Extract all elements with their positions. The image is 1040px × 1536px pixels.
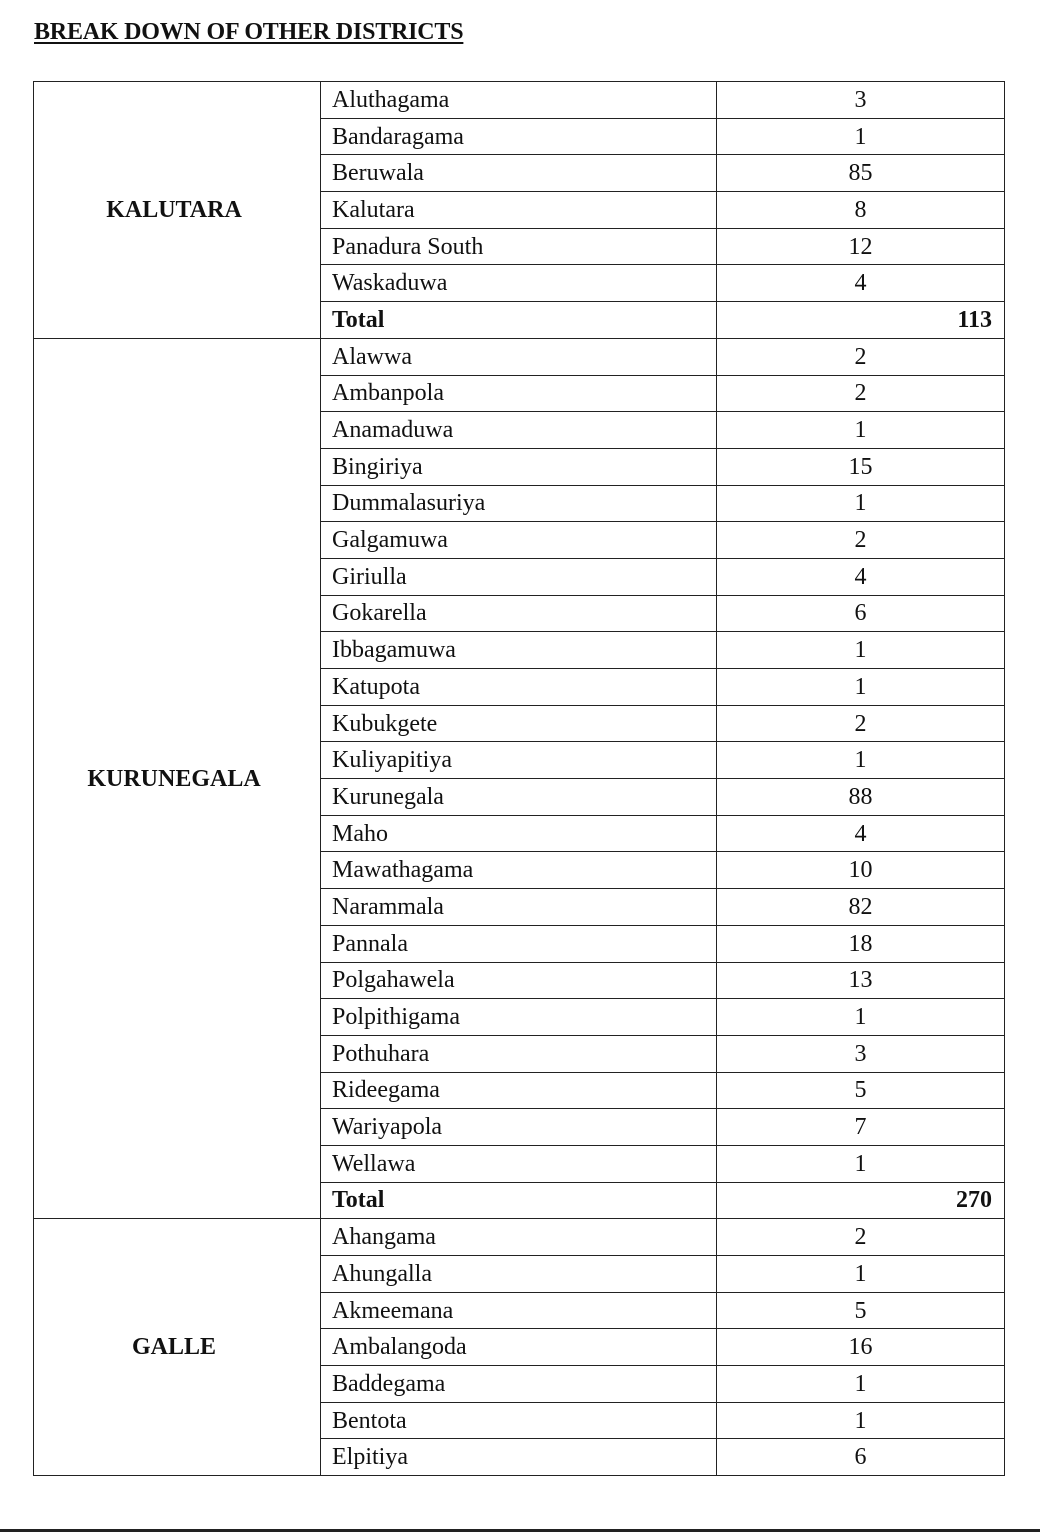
division-name: Panadura South [321, 228, 717, 265]
division-count: 16 [717, 1329, 1005, 1366]
total-value: 113 [717, 302, 1005, 339]
division-name: Katupota [321, 669, 717, 706]
division-count: 15 [717, 448, 1005, 485]
division-count: 1 [717, 485, 1005, 522]
division-name: Dummalasuriya [321, 485, 717, 522]
division-name: Bingiriya [321, 448, 717, 485]
division-name: Wariyapola [321, 1109, 717, 1146]
division-name: Galgamuwa [321, 522, 717, 559]
division-name: Rideegama [321, 1072, 717, 1109]
division-count: 1 [717, 999, 1005, 1036]
division-count: 4 [717, 558, 1005, 595]
total-value: 270 [717, 1182, 1005, 1219]
district-name: GALLE [34, 1219, 321, 1476]
table-row [34, 82, 1005, 119]
district-name: KALUTARA [34, 82, 321, 339]
division-name: Waskaduwa [321, 265, 717, 302]
division-name: Maho [321, 815, 717, 852]
division-name: Aluthagama [321, 82, 717, 119]
table-row [34, 1219, 1005, 1256]
districts-table-body [34, 82, 1005, 1476]
division-count: 2 [717, 705, 1005, 742]
division-name: Ambanpola [321, 375, 717, 412]
division-count: 1 [717, 669, 1005, 706]
division-name: Gokarella [321, 595, 717, 632]
division-count: 4 [717, 265, 1005, 302]
table-row [34, 338, 1005, 375]
division-count: 82 [717, 889, 1005, 926]
division-count: 1 [717, 1256, 1005, 1293]
page-bottom-rule [0, 1529, 1040, 1532]
total-label: Total [321, 1182, 717, 1219]
total-label: Total [321, 302, 717, 339]
division-count: 18 [717, 925, 1005, 962]
division-count: 8 [717, 192, 1005, 229]
division-count: 1 [717, 742, 1005, 779]
division-count: 2 [717, 338, 1005, 375]
division-count: 88 [717, 779, 1005, 816]
division-count: 2 [717, 375, 1005, 412]
division-name: Beruwala [321, 155, 717, 192]
division-count: 5 [717, 1072, 1005, 1109]
division-count: 6 [717, 1439, 1005, 1476]
division-name: Anamaduwa [321, 412, 717, 449]
division-name: Kalutara [321, 192, 717, 229]
division-name: Akmeemana [321, 1292, 717, 1329]
division-count: 4 [717, 815, 1005, 852]
division-name: Ahangama [321, 1219, 717, 1256]
division-count: 12 [717, 228, 1005, 265]
division-name: Wellawa [321, 1145, 717, 1182]
page-title: BREAK DOWN OF OTHER DISTRICTS [34, 19, 464, 45]
division-count: 1 [717, 118, 1005, 155]
division-name: Alawwa [321, 338, 717, 375]
division-count: 2 [717, 1219, 1005, 1256]
division-count: 85 [717, 155, 1005, 192]
division-count: 1 [717, 1145, 1005, 1182]
division-count: 5 [717, 1292, 1005, 1329]
division-name: Pannala [321, 925, 717, 962]
division-count: 6 [717, 595, 1005, 632]
division-name: Ibbagamuwa [321, 632, 717, 669]
division-name: Kubukgete [321, 705, 717, 742]
division-name: Kuliyapitiya [321, 742, 717, 779]
division-count: 1 [717, 632, 1005, 669]
division-name: Bentota [321, 1402, 717, 1439]
division-name: Polgahawela [321, 962, 717, 999]
division-count: 3 [717, 82, 1005, 119]
division-name: Pothuhara [321, 1035, 717, 1072]
district-name: KURUNEGALA [34, 338, 321, 1219]
division-count: 3 [717, 1035, 1005, 1072]
division-count: 7 [717, 1109, 1005, 1146]
division-name: Giriulla [321, 558, 717, 595]
districts-table [33, 81, 1005, 1476]
division-count: 2 [717, 522, 1005, 559]
division-name: Elpitiya [321, 1439, 717, 1476]
division-name: Ahungalla [321, 1256, 717, 1293]
division-count: 1 [717, 1402, 1005, 1439]
division-count: 1 [717, 412, 1005, 449]
division-name: Polpithigama [321, 999, 717, 1036]
division-count: 13 [717, 962, 1005, 999]
division-name: Mawathagama [321, 852, 717, 889]
division-count: 10 [717, 852, 1005, 889]
division-name: Ambalangoda [321, 1329, 717, 1366]
division-name: Baddegama [321, 1366, 717, 1403]
division-name: Kurunegala [321, 779, 717, 816]
division-name: Bandaragama [321, 118, 717, 155]
division-name: Narammala [321, 889, 717, 926]
division-count: 1 [717, 1366, 1005, 1403]
